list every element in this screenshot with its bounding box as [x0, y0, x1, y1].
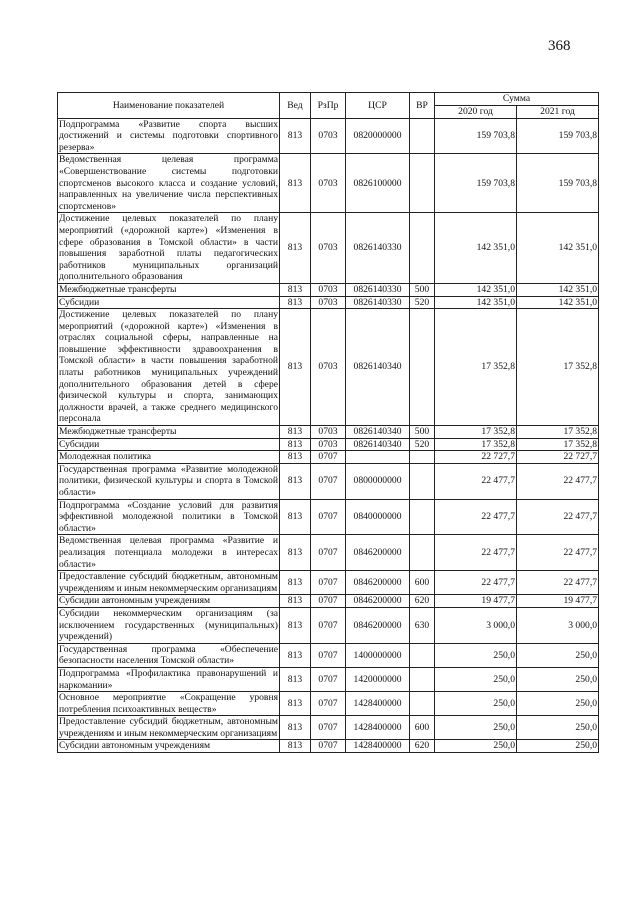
cell-rzpr: 0707: [311, 740, 346, 753]
cell-sum-2021: 250,0: [517, 643, 599, 667]
cell-name: Подпрограмма «Развитие спорта высших достижений и системы подготовки спортивного резерва»: [59, 118, 278, 153]
table-row: [58, 213, 599, 284]
cell-csr: 1428400000: [346, 692, 410, 716]
cell-rzpr: 0707: [311, 607, 346, 643]
cell-ved: 813: [280, 595, 311, 608]
cell-vr: 520: [410, 438, 435, 451]
header-vr: ВР: [410, 93, 435, 119]
cell-sum-2020: 17 352,8: [435, 438, 517, 451]
cell-rzpr: 0707: [311, 595, 346, 608]
cell-csr: 0820000000: [346, 118, 410, 154]
cell-csr: 0826140330: [346, 296, 410, 309]
cell-sum-2020: 22 477,7: [435, 463, 517, 499]
cell-sum-2021: 17 352,8: [517, 426, 599, 439]
table-row: [58, 451, 599, 464]
cell-sum-2021: 19 477,7: [517, 595, 599, 608]
cell-sum-2021: 22 477,7: [517, 535, 599, 571]
cell-vr: 500: [410, 283, 435, 296]
cell-sum-2021: 22 477,7: [517, 499, 599, 535]
cell-ved: 813: [280, 426, 311, 439]
cell-sum-2021: 3 000,0: [517, 607, 599, 643]
cell-ved: 813: [280, 692, 311, 716]
table-row: [58, 716, 599, 740]
cell-ved: 813: [280, 438, 311, 451]
cell-rzpr: 0703: [311, 426, 346, 439]
cell-name: Основное мероприятие «Сокращение уровня потребления психоактивных веществ»: [59, 692, 278, 715]
cell-vr: [410, 499, 435, 535]
cell-name: Ведомственная целевая программа «Развитие и реализация потенциала молодежи в интересах области»: [59, 535, 278, 570]
cell-sum-2021: 250,0: [517, 692, 599, 716]
cell-sum-2020: 19 477,7: [435, 595, 517, 608]
cell-csr: 1428400000: [346, 740, 410, 753]
cell-sum-2020: 250,0: [435, 692, 517, 716]
cell-csr: 0846200000: [346, 607, 410, 643]
header-sum: Сумма: [435, 93, 599, 106]
cell-csr: 0826140340: [346, 309, 410, 426]
cell-csr: 0826140330: [346, 213, 410, 284]
cell-ved: 813: [280, 451, 311, 464]
table-header: [58, 93, 599, 119]
cell-ved: 813: [280, 607, 311, 643]
cell-ved: 813: [280, 463, 311, 499]
header-ved: Вед: [280, 93, 311, 119]
cell-sum-2020: 142 351,0: [435, 213, 517, 284]
table-row: [58, 438, 599, 451]
table-row: [58, 296, 599, 309]
cell-rzpr: 0703: [311, 213, 346, 284]
cell-vr: [410, 154, 435, 213]
cell-ved: 813: [280, 740, 311, 753]
cell-ved: 813: [280, 499, 311, 535]
table-row: [58, 595, 599, 608]
header-csr: ЦСР: [346, 93, 410, 119]
cell-sum-2020: 22 477,7: [435, 499, 517, 535]
cell-sum-2020: 17 352,8: [435, 309, 517, 426]
cell-ved: 813: [280, 571, 311, 595]
table-row: [58, 154, 599, 213]
cell-sum-2021: 159 703,8: [517, 118, 599, 154]
cell-sum-2020: 159 703,8: [435, 118, 517, 154]
table-row: [58, 499, 599, 535]
cell-rzpr: 0707: [311, 451, 346, 464]
cell-sum-2021: 142 351,0: [517, 296, 599, 309]
cell-vr: 600: [410, 571, 435, 595]
cell-csr: 1400000000: [346, 643, 410, 667]
cell-csr: 0826140330: [346, 283, 410, 296]
cell-sum-2020: 17 352,8: [435, 426, 517, 439]
cell-ved: 813: [280, 667, 311, 691]
cell-name: Молодежная политика: [58, 451, 280, 464]
cell-csr: 0800000000: [346, 463, 410, 499]
budget-table: [57, 92, 599, 753]
cell-vr: [410, 213, 435, 284]
cell-csr: [346, 451, 410, 464]
cell-ved: 813: [280, 118, 311, 154]
cell-csr: 0846200000: [346, 535, 410, 571]
cell-ved: 813: [280, 154, 311, 213]
cell-rzpr: 0703: [311, 296, 346, 309]
cell-vr: [410, 463, 435, 499]
cell-name: Подпрограмма «Создание условий для развития эффективной молодежной политики в Томской области»: [59, 499, 278, 534]
cell-rzpr: 0707: [311, 499, 346, 535]
cell-name: Ведомственная целевая программа «Совершенствование системы подготовки спортсменов высокого класса и создание условий, направленных на увеличение числа перспективных спортсменов»: [59, 154, 278, 212]
table-row: [58, 571, 599, 595]
cell-rzpr: 0703: [311, 283, 346, 296]
cell-sum-2020: 250,0: [435, 740, 517, 753]
cell-rzpr: 0703: [311, 154, 346, 213]
cell-vr: 630: [410, 607, 435, 643]
table-row: [58, 692, 599, 716]
cell-vr: 620: [410, 740, 435, 753]
cell-name: Межбюджетные трансферты: [58, 426, 280, 439]
cell-name: Предоставление субсидий бюджетным, автономным учреждениям и иным некоммерческим организациям: [59, 571, 278, 594]
table-row: [58, 740, 599, 753]
cell-csr: 0826140340: [346, 438, 410, 451]
cell-name: Достижение целевых показателей по плану мероприятий («дорожной карте») «Изменения в сфере образования в Томской области» в части повышения заработной платы педагогических работников муниципальных организаций дополнительного образования: [59, 213, 278, 283]
cell-csr: 1428400000: [346, 716, 410, 740]
header-rzpr: РзПр: [311, 93, 346, 119]
cell-sum-2021: 22 477,7: [517, 571, 599, 595]
cell-sum-2021: 17 352,8: [517, 309, 599, 426]
cell-sum-2020: 250,0: [435, 716, 517, 740]
table-row: [58, 309, 599, 426]
cell-csr: 0846200000: [346, 571, 410, 595]
cell-name: Субсидии автономным учреждениям: [58, 740, 280, 753]
cell-sum-2020: 250,0: [435, 667, 517, 691]
cell-vr: [410, 535, 435, 571]
cell-name: Субсидии некоммерческим организациям (за исключением государственных (муниципальных) учреждений): [59, 607, 278, 643]
table-body: [58, 118, 599, 752]
cell-csr: 0846200000: [346, 595, 410, 608]
cell-sum-2021: 22 727,7: [517, 451, 599, 464]
cell-name: Субсидии: [58, 296, 280, 309]
cell-ved: 813: [280, 283, 311, 296]
cell-csr: 0826100000: [346, 154, 410, 213]
cell-name: Межбюджетные трансферты: [58, 283, 280, 296]
cell-rzpr: 0703: [311, 309, 346, 426]
cell-sum-2021: 22 477,7: [517, 463, 599, 499]
cell-vr: [410, 692, 435, 716]
cell-ved: 813: [280, 213, 311, 284]
cell-name: Предоставление субсидий бюджетным, автономным учреждениям и иным некоммерческим организациям: [59, 716, 278, 739]
cell-vr: [410, 667, 435, 691]
table-row: [58, 535, 599, 571]
cell-ved: 813: [280, 716, 311, 740]
cell-csr: 0840000000: [346, 499, 410, 535]
page-number: 368: [548, 38, 571, 54]
cell-vr: [410, 118, 435, 154]
cell-sum-2020: 142 351,0: [435, 283, 517, 296]
cell-vr: 500: [410, 426, 435, 439]
cell-rzpr: 0707: [311, 643, 346, 667]
table-row: [58, 607, 599, 643]
cell-sum-2021: 142 351,0: [517, 213, 599, 284]
cell-rzpr: 0703: [311, 438, 346, 451]
cell-vr: [410, 451, 435, 464]
header-year-2020: 2020 год: [435, 106, 517, 119]
cell-rzpr: 0707: [311, 667, 346, 691]
cell-sum-2020: 159 703,8: [435, 154, 517, 213]
table-row: [58, 643, 599, 667]
cell-name: Субсидии автономным учреждениям: [58, 595, 280, 608]
cell-sum-2020: 22 727,7: [435, 451, 517, 464]
cell-sum-2020: 22 477,7: [435, 571, 517, 595]
cell-ved: 813: [280, 535, 311, 571]
cell-sum-2021: 250,0: [517, 716, 599, 740]
cell-ved: 813: [280, 296, 311, 309]
cell-sum-2020: 3 000,0: [435, 607, 517, 643]
cell-rzpr: 0703: [311, 118, 346, 154]
cell-rzpr: 0707: [311, 463, 346, 499]
cell-name: Государственная программа «Развитие молодежной политики, физической культуры и спорта в Томской области»: [59, 463, 278, 498]
cell-vr: 520: [410, 296, 435, 309]
cell-vr: [410, 643, 435, 667]
cell-vr: [410, 309, 435, 426]
cell-rzpr: 0707: [311, 692, 346, 716]
cell-sum-2021: 159 703,8: [517, 154, 599, 213]
cell-name: Подпрограмма «Профилактика правонарушений и наркомании»: [59, 667, 278, 691]
cell-vr: 620: [410, 595, 435, 608]
cell-name: Государственная программа «Обеспечение безопасности населения Томской области»: [59, 643, 278, 667]
cell-csr: 1420000000: [346, 667, 410, 691]
cell-sum-2021: 250,0: [517, 667, 599, 691]
table-row: [58, 426, 599, 439]
cell-rzpr: 0707: [311, 716, 346, 740]
cell-rzpr: 0707: [311, 571, 346, 595]
cell-name: Достижение целевых показателей по плану мероприятий («дорожной карте») «Изменения в отраслях социальной сферы, направленные на повышение эффективности здравоохранения в Томской области» в части повышения заработной платы работников муниципальных учреждений дополнительного образования детей в сфере физической культуры и спорта, занимающих должности врачей, а также среднего медицинского персонала: [59, 309, 278, 425]
table-row: [58, 667, 599, 691]
cell-csr: 0826140340: [346, 426, 410, 439]
cell-vr: 600: [410, 716, 435, 740]
cell-sum-2021: 17 352,8: [517, 438, 599, 451]
cell-rzpr: 0707: [311, 535, 346, 571]
cell-sum-2021: 250,0: [517, 740, 599, 753]
cell-sum-2021: 142 351,0: [517, 283, 599, 296]
table-row: [58, 463, 599, 499]
table-row: [58, 283, 599, 296]
cell-ved: 813: [280, 309, 311, 426]
cell-sum-2020: 22 477,7: [435, 535, 517, 571]
header-year-2021: 2021 год: [517, 106, 599, 119]
cell-sum-2020: 250,0: [435, 643, 517, 667]
cell-ved: 813: [280, 643, 311, 667]
cell-name: Субсидии: [58, 438, 280, 451]
cell-sum-2020: 142 351,0: [435, 296, 517, 309]
table-row: [58, 118, 599, 154]
header-name: Наименование показателей: [58, 93, 280, 119]
